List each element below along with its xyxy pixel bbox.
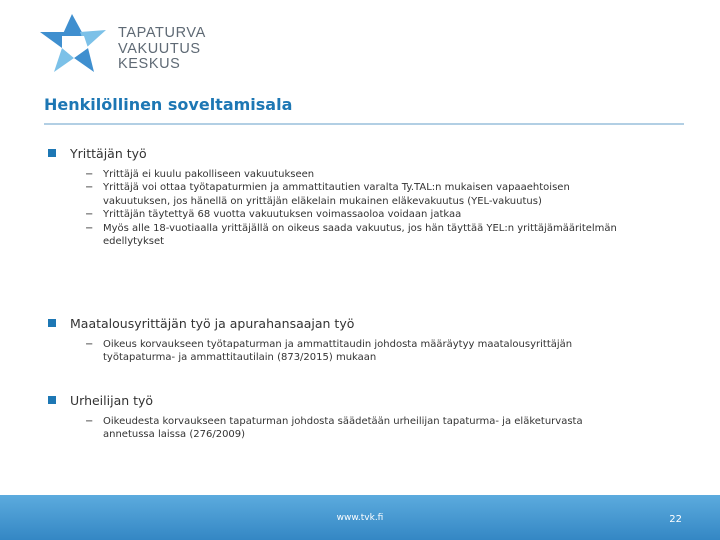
section-title: Maatalousyrittäjän työ ja apurahansaajan työ [70, 316, 355, 331]
list-item [85, 181, 623, 208]
square-bullet-icon [48, 149, 56, 157]
list-item-text: Yrittäjä voi ottaa työtapaturmien ja ammattitautien varalta Ty.TAL:n mukaisen vapaaehtoisen vakuutuksen, jos hänellä on yrittäjän eläkelain mukainen eläkevakuutus (YEL-vakuutus) [103, 182, 570, 207]
title-divider [44, 123, 684, 125]
list-item [85, 168, 623, 181]
footer-bar [0, 495, 720, 540]
dash-bullet: − [85, 416, 94, 427]
star-logo-icon [40, 14, 110, 74]
section-title: Yrittäjän työ [70, 146, 147, 161]
list-item-text: Oikeus korvaukseen työtapaturman ja ammattitaudin johdosta määräytyy maatalousyrittäjän työtapaturma- ja ammattitautilain (873/2015) mukaan [103, 339, 573, 364]
logo-line-3: KESKUS [118, 56, 181, 72]
page-number: 22 [669, 514, 682, 525]
dash-bullet: − [85, 222, 94, 234]
dash-bullet: − [85, 169, 94, 180]
section-title: Urheilijan työ [70, 393, 154, 408]
dash-bullet: − [85, 209, 94, 221]
list-item-text: Oikeudesta korvaukseen tapaturman johdosta säädetään urheilijan tapaturma- ja eläketurvasta annetussa laissa (276/2009) [103, 416, 583, 441]
square-bullet-icon [48, 396, 56, 404]
sub-list [85, 338, 623, 365]
square-bullet-icon [48, 319, 56, 327]
sub-list [85, 415, 623, 442]
list-item [85, 222, 623, 249]
list-item [85, 415, 623, 442]
list-item [85, 208, 623, 221]
logo-line-1: TAPATURVA [118, 25, 206, 41]
footer-url[interactable]: www.tvk.fi [336, 513, 384, 523]
dash-bullet: − [85, 182, 94, 194]
list-item-text: Yrittäjä ei kuulu pakolliseen vakuutukseen [103, 169, 315, 180]
slide-title: Henkilöllinen soveltamisala [44, 95, 293, 114]
tvk-logo [40, 14, 240, 74]
logo-line-2: VAKUUTUS [118, 40, 201, 57]
logo-wordmark [118, 26, 206, 73]
list-item-text: Yrittäjän täytettyä 68 vuotta vakuutuksen voimassaoloa voidaan jatkaa [103, 209, 462, 221]
dash-bullet: − [85, 339, 94, 350]
sub-list [85, 168, 623, 248]
list-item-text: Myös alle 18-vuotiaalla yrittäjällä on oikeus saada vakuutus, jos hän täyttää YEL:n yrittäjämääritelmän edellytykset [103, 222, 617, 248]
list-item [85, 338, 623, 365]
